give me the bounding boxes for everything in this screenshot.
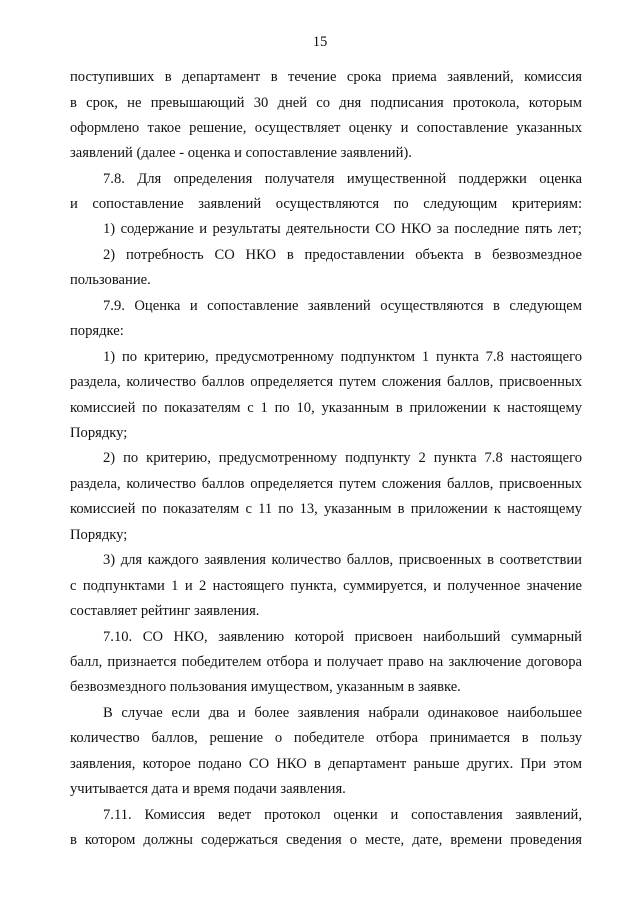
- text-line: Порядку;: [70, 527, 128, 543]
- text-line: учитывается дата и время подачи заявления.: [70, 781, 346, 797]
- text-line: балл, признается победителем отбора и получает право на заключение договора: [70, 654, 582, 670]
- text-line: Порядку;: [70, 425, 128, 441]
- text-line: 2) по критерию, предусмотренному подпункту 2 пункта 7.8 настоящего: [103, 450, 582, 466]
- text-line: раздела, количество баллов определяется путем сложения баллов, присвоенных: [70, 476, 582, 492]
- text-line: в котором должны содержаться сведения о месте, дате, времени проведения: [70, 832, 582, 848]
- text-line: 7.10. СО НКО, заявлению которой присвоен наибольший суммарный: [103, 629, 582, 645]
- text-line: 1) по критерию, предусмотренному подпунктом 1 пункта 7.8 настоящего: [103, 349, 582, 365]
- text-line: с подпунктами 1 и 2 настоящего пункта, суммируется, и полученное значение: [70, 578, 582, 594]
- text-line: порядке:: [70, 323, 124, 339]
- text-line: комиссией по показателям с 11 по 13, указанным в приложении к настоящему: [70, 501, 582, 517]
- text-line: составляет рейтинг заявления.: [70, 603, 260, 619]
- page-number: 15: [312, 34, 328, 50]
- text-line: 7.8. Для определения получателя имущественной поддержки оценка: [103, 171, 582, 187]
- text-line: 7.11. Комиссия ведет протокол оценки и сопоставления заявлений,: [103, 807, 582, 823]
- text-line: 2) потребность СО НКО в предоставлении объекта в безвозмездное: [103, 247, 582, 263]
- text-line: 3) для каждого заявления количество баллов, присвоенных в соответствии: [103, 552, 582, 568]
- text-line: раздела, количество баллов определяется путем сложения баллов, присвоенных: [70, 374, 582, 390]
- text-line: поступивших в департамент в течение срока приема заявлений, комиссия: [70, 69, 582, 85]
- text-line: оформлено такое решение, осуществляет оценку и сопоставление указанных: [70, 120, 582, 136]
- text-line: 7.9. Оценка и сопоставление заявлений осуществляются в следующем: [103, 298, 582, 314]
- text-line: безвозмездного пользования имуществом, указанным в заявке.: [70, 679, 461, 695]
- text-line: в срок, не превышающий 30 дней со дня подписания протокола, которым: [70, 95, 582, 111]
- text-line: заявления, которое подано СО НКО в департамент раньше других. При этом: [70, 756, 582, 772]
- text-line: количество баллов, решение о победителе отбора принимается в пользу: [70, 730, 582, 746]
- text-line: заявлений (далее - оценка и сопоставление заявлений).: [70, 145, 412, 161]
- text-line: и сопоставление заявлений осуществляются по следующим критериям:: [70, 196, 582, 212]
- text-line: комиссией по показателям с 1 по 10, указанным в приложении к настоящему: [70, 400, 582, 416]
- text-line: пользование.: [70, 272, 151, 288]
- text-line: 1) содержание и результаты деятельности СО НКО за последние пять лет;: [103, 221, 582, 237]
- text-line: В случае если два и более заявления набрали одинаковое наибольшее: [103, 705, 582, 721]
